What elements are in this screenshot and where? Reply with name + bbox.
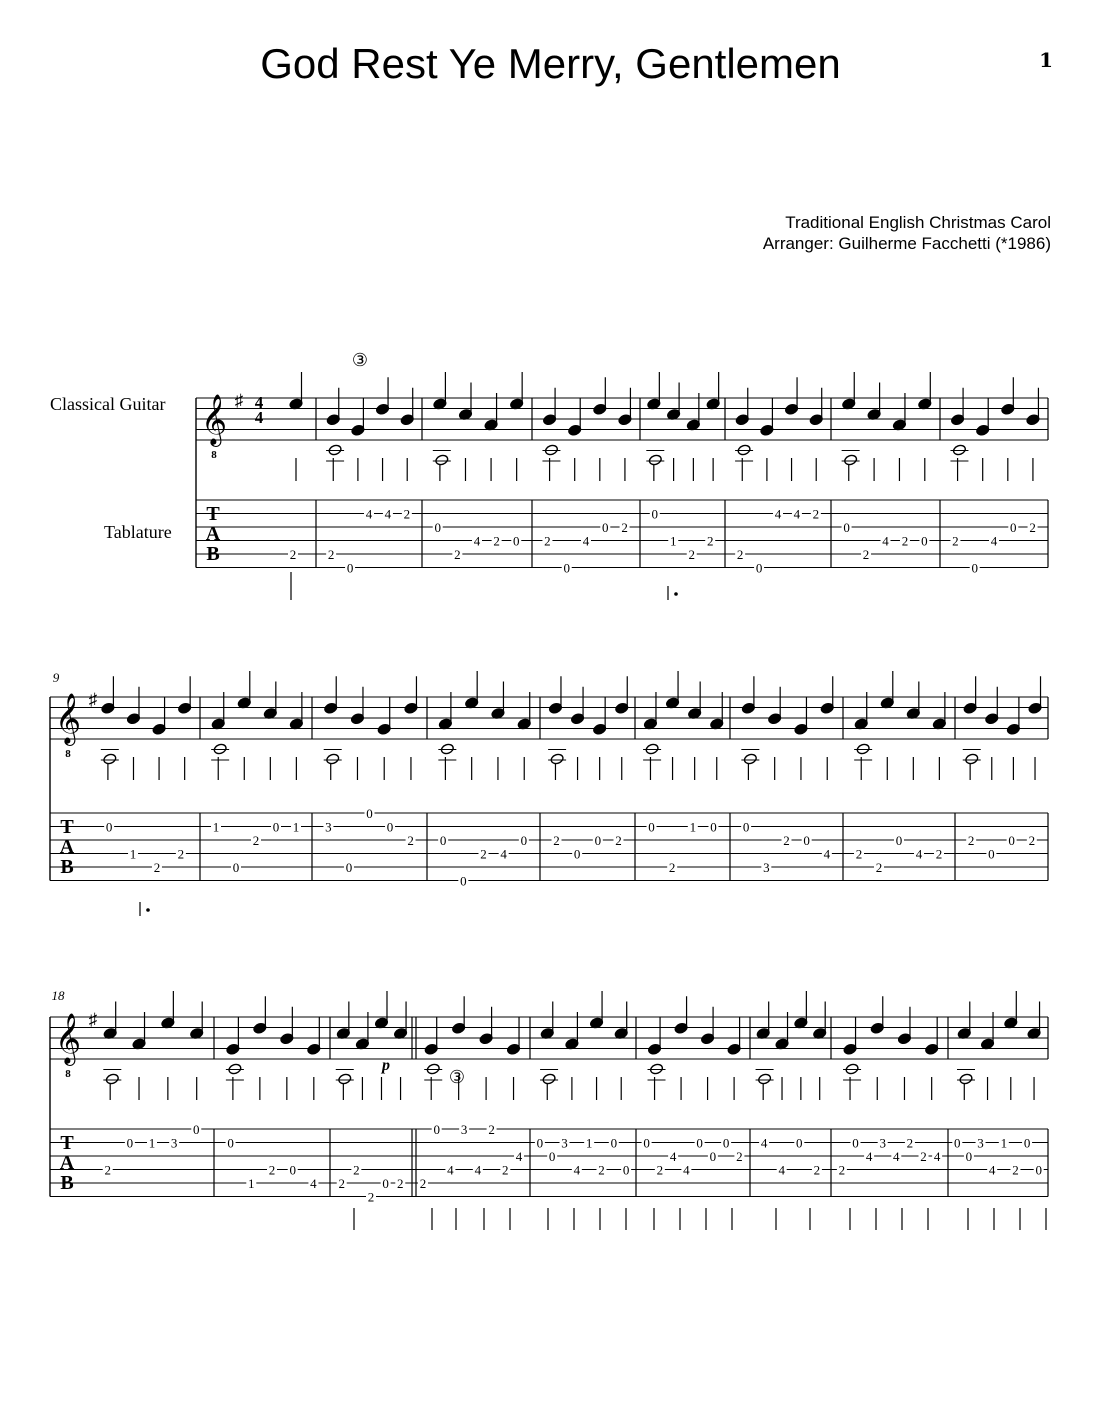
- tab-fret-number: 2: [419, 1176, 427, 1191]
- tab-fret-number: 2: [813, 1162, 821, 1178]
- tab-fret-number: 2: [544, 533, 551, 549]
- tab-fret-number: 0: [366, 806, 373, 821]
- score-title: God Rest Ye Merry, Gentlemen: [260, 40, 841, 87]
- tab-fret-number: 4: [915, 846, 923, 862]
- tab-fret-number: 2: [706, 533, 714, 549]
- tab-fret-number: 0: [843, 520, 850, 535]
- tab-fret-number: 0: [193, 1122, 200, 1137]
- tab-fret-number: 4: [669, 1149, 677, 1164]
- tab-fret-number: 0: [345, 860, 353, 875]
- key-signature-sharp-icon: ♯: [88, 690, 98, 709]
- clef-octave-mark: 8: [65, 1068, 71, 1080]
- tab-fret-number: 2: [177, 846, 185, 862]
- tab-fret-number: 4: [515, 1149, 523, 1164]
- tab-fret-number: 2: [403, 506, 411, 522]
- tab-fret-number: 2: [327, 547, 335, 562]
- string-3-marking: ③: [448, 1067, 466, 1087]
- tab-fret-number: 1: [292, 819, 300, 835]
- tab-fret-number: 3: [170, 1135, 178, 1151]
- system-2: [50, 697, 1048, 881]
- tab-fret-number: 4: [865, 1149, 873, 1164]
- tab-fret-number: 3: [460, 1122, 468, 1137]
- tab-fret-number: 1: [129, 846, 137, 862]
- tab-fret-number: 0: [513, 533, 520, 549]
- tab-fret-number: 2: [454, 547, 461, 562]
- tab-fret-number: 0: [602, 520, 609, 535]
- tab-fret-number: 2: [688, 547, 695, 562]
- bass-note-head: [435, 454, 449, 466]
- page-number: 1: [1039, 48, 1053, 72]
- time-signature-top: 4: [254, 393, 264, 412]
- tab-fret-number: 3: [561, 1135, 568, 1151]
- tab-fret-number: 2: [338, 1176, 345, 1191]
- bass-note-head: [844, 454, 858, 466]
- key-signature-sharp-icon: ♯: [88, 1010, 98, 1029]
- tab-fret-number: 0: [651, 506, 659, 522]
- tab-fret-number: 4: [990, 533, 998, 549]
- tab-fret-number: 0: [460, 873, 467, 889]
- bass-note-head: [338, 1073, 352, 1085]
- tab-fret-number: 1: [585, 1135, 593, 1151]
- tab-fret-number: 0: [610, 1135, 618, 1151]
- tab-fret-number: 0: [434, 520, 441, 535]
- tab-fret-number: 2: [493, 533, 500, 549]
- clef-octave-mark: 8: [65, 748, 71, 760]
- composer: Traditional English Christmas Carol: [785, 213, 1051, 232]
- tab-fret-number: 2: [952, 533, 959, 549]
- measure-number-18: 18: [51, 988, 65, 1003]
- tab-clef-b: B: [60, 856, 74, 878]
- tab-clef-t: T: [60, 1132, 74, 1154]
- tab-fret-number: 2: [1028, 833, 1036, 848]
- tab-rhythm-dot: [674, 592, 678, 596]
- bass-note-head: [648, 454, 662, 466]
- tab-fret-number: 4: [384, 506, 392, 522]
- tab-fret-number: 0: [346, 560, 354, 576]
- tab-fret-number: 4: [573, 1162, 581, 1178]
- tab-fret-number: 1: [248, 1176, 255, 1191]
- time-signature-bottom: 4: [254, 408, 264, 427]
- bass-note-head: [550, 753, 564, 765]
- tab-fret-number: 2: [783, 833, 790, 848]
- tab-fret-number: 0: [1008, 833, 1015, 848]
- tab-fret-number: 4: [778, 1162, 785, 1178]
- tab-fret-number: 0: [852, 1135, 859, 1151]
- tab-fret-number: 2: [502, 1162, 509, 1178]
- string-3-marking: ③: [351, 350, 369, 370]
- tab-fret-number: 1: [148, 1135, 156, 1151]
- tab-fret-number: 2: [967, 833, 975, 848]
- bass-note-head: [103, 753, 117, 765]
- tab-fret-number: 2: [598, 1162, 605, 1178]
- tab-fret-number: 4: [793, 506, 801, 522]
- tab-fret-number: 1: [689, 819, 697, 835]
- clef-octave-mark: 8: [211, 449, 217, 461]
- tab-fret-number: 2: [838, 1162, 846, 1178]
- tab-fret-number: 2: [736, 1149, 743, 1164]
- tab-fret-number: 0: [710, 819, 717, 835]
- tab-fret-number: 2: [367, 1189, 375, 1205]
- tab-fret-number: 4: [447, 1162, 454, 1178]
- tab-fret-number: 0: [272, 819, 280, 835]
- tab-fret-number: 2: [268, 1162, 276, 1178]
- tab-fret-number: 2: [407, 833, 414, 848]
- treble-clef-icon: 𝄞: [54, 694, 82, 743]
- tab-fret-number: 0: [954, 1135, 961, 1151]
- tab-fret-number: 2: [289, 547, 297, 562]
- tab-fret-number: 4: [474, 1162, 482, 1178]
- tab-fret-number: 0: [796, 1135, 803, 1151]
- tab-fret-number: 0: [648, 819, 655, 835]
- tab-fret-number: 0: [289, 1162, 296, 1178]
- tab-fret-number: 2: [875, 860, 883, 875]
- tab-fret-number: 2: [668, 860, 676, 875]
- bass-note-head: [965, 753, 979, 765]
- tab-fret-number: 2: [906, 1135, 914, 1151]
- tab-rhythm-dot: [146, 908, 150, 912]
- arranger: Arranger: Guilherme Facchetti (*1986): [762, 234, 1051, 253]
- system-3: [50, 1017, 1048, 1197]
- tab-fret-number: 0: [755, 560, 763, 576]
- tab-fret-number: 2: [736, 547, 744, 562]
- tab-fret-number: 4: [500, 846, 507, 862]
- bass-note-head: [542, 1073, 556, 1085]
- tab-fret-number: 0: [742, 819, 750, 835]
- tab-fret-number: 0: [965, 1149, 973, 1164]
- tab-fret-number: 0: [105, 819, 113, 835]
- tab-fret-number: 4: [760, 1135, 768, 1151]
- tab-fret-number: 0: [1023, 1135, 1031, 1151]
- tab-fret-number: 2: [1029, 520, 1036, 535]
- bass-note-head: [959, 1073, 973, 1085]
- tab-fret-number: 4: [365, 506, 373, 522]
- tab-fret-number: 0: [709, 1149, 717, 1164]
- treble-clef-icon: 𝄞: [200, 395, 228, 444]
- tab-fret-number: 4: [933, 1149, 941, 1164]
- tab-fret-number: 0: [1035, 1162, 1042, 1178]
- tab-fret-number: 0: [536, 1135, 544, 1151]
- tab-clef-a: A: [205, 523, 221, 545]
- tab-fret-number: 4: [774, 506, 782, 522]
- tab-fret-number: 3: [879, 1135, 886, 1151]
- tab-fret-number: 2: [935, 846, 943, 862]
- tab-fret-number: 2: [353, 1162, 360, 1178]
- tab-fret-number: 4: [310, 1176, 317, 1191]
- tab-fret-number: 2: [920, 1149, 927, 1164]
- tab-fret-number: 1: [212, 819, 220, 835]
- bass-note-head: [105, 1073, 119, 1085]
- key-signature-sharp-icon: ♯: [234, 391, 244, 410]
- tab-fret-number: 2: [104, 1162, 111, 1178]
- tab-fret-number: 0: [382, 1176, 389, 1191]
- tab-fret-number: 1: [670, 533, 677, 549]
- tab-fret-number: 2: [615, 833, 622, 848]
- tab-fret-number: 0: [563, 560, 570, 576]
- instrument-name-tab: Tablature: [104, 522, 172, 542]
- bass-note-head: [757, 1073, 771, 1085]
- tab-clef-b: B: [60, 1172, 74, 1194]
- tab-fret-number: 0: [232, 860, 240, 875]
- tab-fret-number: 3: [325, 819, 332, 835]
- tab-fret-number: 2: [153, 860, 161, 875]
- tab-fret-number: 4: [893, 1149, 900, 1164]
- tab-fret-number: 4: [582, 533, 590, 549]
- tab-fret-number: 0: [895, 833, 903, 848]
- tab-fret-number: 0: [386, 819, 394, 835]
- tab-fret-number: 0: [126, 1135, 134, 1151]
- tab-fret-number: 4: [683, 1162, 690, 1178]
- tab-fret-number: 2: [862, 547, 870, 562]
- tab-clef-t: T: [60, 816, 74, 838]
- treble-clef-icon: 𝄞: [54, 1014, 82, 1063]
- bass-note-head: [326, 753, 340, 765]
- tab-fret-number: 0: [433, 1122, 440, 1137]
- tab-fret-number: 0: [622, 1162, 630, 1178]
- tab-clef-a: A: [59, 836, 75, 858]
- tab-fret-number: 0: [573, 846, 581, 862]
- tab-fret-number: 0: [988, 846, 995, 862]
- tab-fret-number: 0: [439, 833, 447, 848]
- tab-fret-number: 0: [227, 1135, 234, 1151]
- tab-fret-number: 2: [855, 846, 863, 862]
- instrument-name-guitar: Classical Guitar: [50, 394, 166, 414]
- tab-fret-number: 0: [696, 1135, 703, 1151]
- tab-fret-number: 0: [971, 560, 978, 576]
- tab-fret-number: 4: [988, 1162, 996, 1178]
- tab-fret-number: 1: [1000, 1135, 1008, 1151]
- tab-fret-number: 0: [722, 1135, 730, 1151]
- tab-fret-number: 4: [882, 533, 889, 549]
- tab-fret-number: 3: [763, 860, 770, 875]
- tab-fret-number: 0: [548, 1149, 556, 1164]
- tab-fret-number: 2: [901, 533, 909, 549]
- tab-fret-number: 2: [553, 833, 560, 848]
- tab-fret-number: 0: [803, 833, 810, 848]
- tab-fret-number: 2: [656, 1162, 664, 1178]
- tab-fret-number: 2: [621, 520, 628, 535]
- tab-clef-t: T: [206, 503, 220, 525]
- tab-fret-number: 2: [480, 846, 487, 862]
- tab-fret-number: 0: [921, 533, 928, 549]
- tab-fret-number: 4: [823, 846, 831, 862]
- tab-fret-number: 2: [252, 833, 260, 848]
- tab-fret-number: 0: [1010, 520, 1017, 535]
- tab-fret-number: 2: [1012, 1162, 1019, 1178]
- measure-number-9: 9: [52, 670, 60, 685]
- tab-fret-number: 0: [594, 833, 602, 848]
- tab-clef-a: A: [59, 1152, 75, 1174]
- tab-fret-number: 0: [643, 1135, 650, 1151]
- bass-note-head: [743, 753, 757, 765]
- tab-fret-number: 2: [812, 506, 820, 522]
- tab-fret-number: 2: [397, 1176, 404, 1191]
- tab-fret-number: 4: [473, 533, 481, 549]
- tab-clef-b: B: [206, 543, 220, 565]
- tab-fret-number: 3: [977, 1135, 984, 1151]
- tab-fret-number: 2: [488, 1122, 495, 1137]
- dynamic-piano: p: [382, 1057, 390, 1074]
- tab-fret-number: 0: [520, 833, 528, 848]
